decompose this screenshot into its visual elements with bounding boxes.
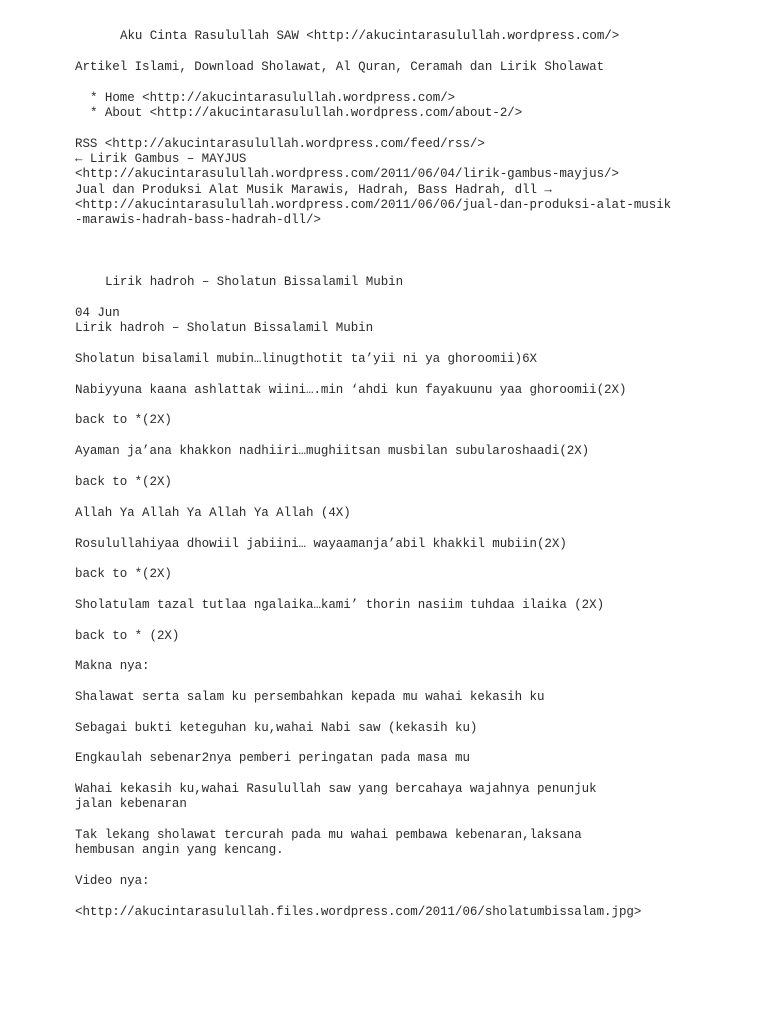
- lyric-line: back to *(2X): [75, 567, 172, 581]
- lyric-line: back to *(2X): [75, 413, 172, 427]
- meaning-line-continued: jalan kebenaran: [75, 797, 187, 811]
- site-tagline: Artikel Islami, Download Sholawat, Al Quran, Ceramah dan Lirik Sholawat: [75, 60, 605, 74]
- meaning-line: Sebagai bukti keteguhan ku,wahai Nabi saw (kekasih ku): [75, 721, 478, 735]
- lyric-line: Nabiyyuna kaana ashlattak wiini….min ‘ahdi kun fayakuunu yaa ghoroomii(2X): [75, 383, 627, 397]
- post-heading: Lirik hadroh – Sholatun Bissalamil Mubin: [105, 275, 404, 289]
- image-url-link[interactable]: <http://akucintarasulullah.files.wordpress.com/2011/06/sholatumbissalam.jpg>: [75, 905, 642, 919]
- lyric-line: Rosulullahiyaa dhowiil jabiini… wayaamanja’abil khakkil mubiin(2X): [75, 537, 567, 551]
- lyric-line: back to *(2X): [75, 475, 172, 489]
- prev-post-title-link[interactable]: ← Lirik Gambus – MAYJUS: [75, 152, 247, 166]
- video-label: Video nya:: [75, 874, 150, 888]
- lyric-line: Ayaman ja’ana khakkon nadhiiri…mughiitsan musbilan subularoshaadi(2X): [75, 444, 590, 458]
- post-title: Lirik hadroh – Sholatun Bissalamil Mubin: [75, 321, 374, 335]
- meaning-line: Shalawat serta salam ku persembahkan kepada mu wahai kekasih ku: [75, 690, 545, 704]
- next-post-url-line-1[interactable]: <http://akucintarasulullah.wordpress.com/2011/06/06/jual-dan-produksi-alat-musik: [75, 198, 672, 212]
- lyric-line: Sholatulam tazal tutlaa ngalaika…kami’ thorin nasiim tuhdaa ilaika (2X): [75, 598, 605, 612]
- post-date: 04 Jun: [75, 306, 120, 320]
- site-title-link[interactable]: Aku Cinta Rasulullah SAW <http://akucintarasulullah.wordpress.com/>: [120, 29, 620, 43]
- meaning-line: Engkaulah sebenar2nya pemberi peringatan pada masa mu: [75, 751, 470, 765]
- prev-post-url[interactable]: <http://akucintarasulullah.wordpress.com/2011/06/04/lirik-gambus-mayjus/>: [75, 167, 619, 181]
- nav-home-link[interactable]: * Home <http://akucintarasulullah.wordpress.com/>: [90, 91, 456, 105]
- nav-about-link[interactable]: * About <http://akucintarasulullah.wordpress.com/about-2/>: [90, 106, 523, 120]
- next-post-url-line-2[interactable]: -marawis-hadrah-bass-hadrah-dll/>: [75, 213, 321, 227]
- lyric-line: Sholatun bisalamil mubin…linugthotit ta’yii ni ya ghoroomii)6X: [75, 352, 537, 366]
- meaning-line: Wahai kekasih ku,wahai Rasulullah saw yang bercahaya wajahnya penunjuk: [75, 782, 597, 796]
- lyric-line: Allah Ya Allah Ya Allah Ya Allah (4X): [75, 506, 351, 520]
- meaning-label: Makna nya:: [75, 659, 150, 673]
- meaning-line: Tak lekang sholawat tercurah pada mu wahai pembawa kebenaran,laksana: [75, 828, 582, 842]
- lyric-line: back to * (2X): [75, 629, 180, 643]
- rss-link[interactable]: RSS <http://akucintarasulullah.wordpress.com/feed/rss/>: [75, 137, 485, 151]
- next-post-title-link[interactable]: Jual dan Produksi Alat Musik Marawis, Hadrah, Bass Hadrah, dll →: [75, 183, 552, 197]
- meaning-line-continued: hembusan angin yang kencang.: [75, 843, 284, 857]
